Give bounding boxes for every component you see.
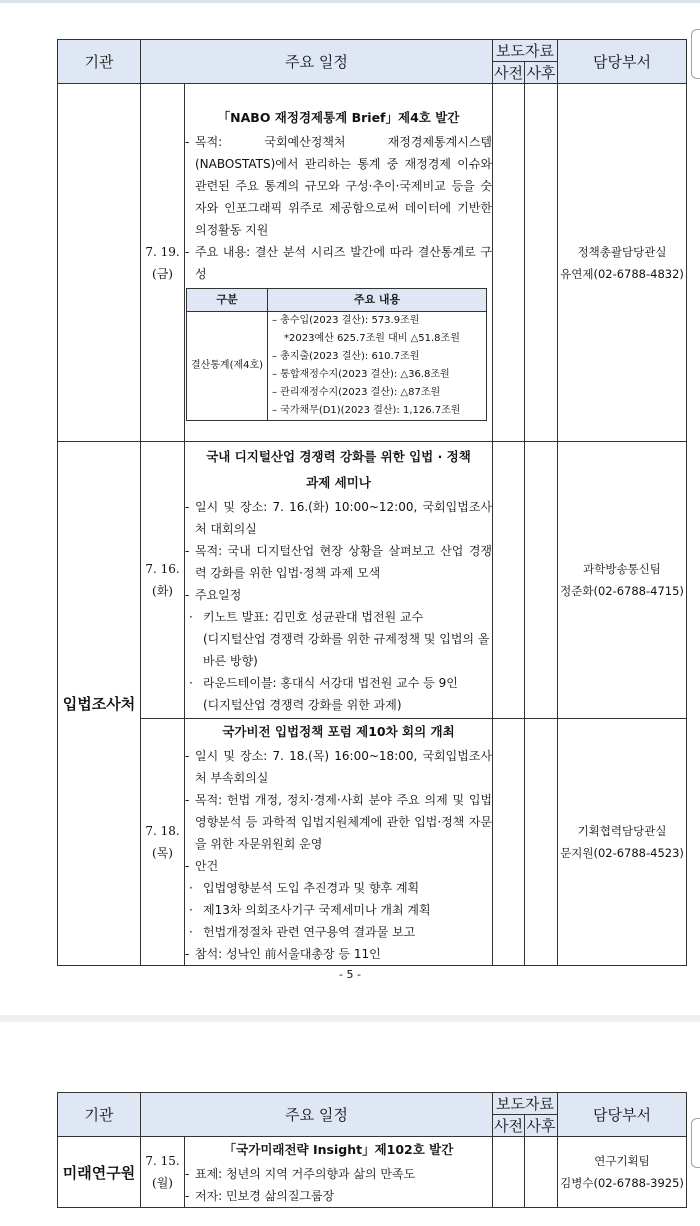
- page-scroll-handle[interactable]: [691, 29, 700, 79]
- list-item: – 총수입(2023 결산): 573.9조원: [272, 314, 420, 326]
- org-cell: 미래연구원: [58, 1137, 141, 1208]
- day-text: (화): [152, 584, 173, 598]
- press-before-cell: [493, 442, 525, 719]
- event-title: 「국가미래전략 Insight」제102호 발간: [223, 1142, 454, 1157]
- header-after: 사후: [525, 1115, 558, 1137]
- header-before: 사전: [493, 62, 525, 84]
- date-text: 7. 16.: [145, 562, 180, 576]
- press-after-cell: [525, 719, 558, 966]
- header-press: 보도자료: [493, 1093, 558, 1115]
- keynote-topic: (디지털산업 경쟁력 강화를 위한 규제정책 및 입법의 올바른 방향): [203, 632, 490, 668]
- table-row: [58, 84, 687, 442]
- date-cell: [141, 1137, 185, 1208]
- author-item: - 저자: 민보경 삶의질그룹장: [185, 1189, 335, 1203]
- agenda-item: - 안건: [185, 859, 219, 873]
- keynote-item: · 키노트 발표: 김민호 성균관대 법전원 교수: [189, 610, 424, 624]
- header-org: 기관: [58, 1093, 141, 1137]
- table-row: [58, 719, 687, 966]
- event-title: 국가비전 입법정책 포럼 제10차 회의 개최: [222, 724, 455, 739]
- list-item: – 총지출(2023 결산): 610.7조원: [272, 350, 420, 362]
- dept-contact: 유연제(02-6788-4832): [560, 266, 684, 281]
- attendees-item: - 참석: 성낙인 前서울대총장 등 11인: [185, 947, 381, 961]
- header-after: 사후: [525, 62, 558, 84]
- schedule-content: [185, 442, 493, 719]
- roundtable-topic: (디지털산업 경쟁력 강화를 위한 과제): [203, 698, 402, 712]
- content-item: - 주요 내용: 결산 분석 시리즈 발간에 따라 결산통계로 구성: [185, 244, 493, 281]
- header-org: 기관: [58, 40, 141, 84]
- document-page-6: [0, 1022, 700, 1226]
- schedule-table: [57, 1092, 687, 1208]
- header-schedule: 주요 일정: [141, 1093, 493, 1137]
- event-title: 국내 디지털산업 경쟁력 강화를 위한 입법 · 정책: [206, 449, 471, 464]
- press-after-cell: [525, 84, 558, 442]
- date-text: 7. 18.: [145, 824, 180, 838]
- agenda-sub-item: · 제13차 의회조사기구 국제세미나 개최 계획: [189, 903, 431, 917]
- list-item: – 국가채무(D1)(2023 결산): 1,126.7조원: [272, 404, 461, 416]
- inner-header-category: 구분: [187, 288, 268, 311]
- schedule-content: [185, 84, 493, 442]
- dept-contact: 김병수(02-6788-3925): [560, 1176, 684, 1190]
- list-item: *2023예산 625.7조원 대비 △51.8조원: [284, 332, 460, 344]
- inner-label: 결산통계(제4호): [187, 311, 268, 420]
- purpose-item: - 목적: 국회예산정책처 재정경제통계시스템(NABOSTATS)에서 관리하는 통계 중 재정경제 이슈와 관련된 주요 통계의 규모와 구성·추이·국제비교 등을 숫자와 인포그래픽 위주로 제공함으로써 데이터에 기반한 의정활동 지원: [185, 134, 493, 237]
- press-after-cell: [525, 1137, 558, 1208]
- dept-contact: 정준화(02-6788-4715): [560, 584, 684, 598]
- dept-name: 정책총괄담당관실: [577, 244, 667, 259]
- dept-name: 연구기획팀: [594, 1154, 650, 1168]
- page-scroll-handle[interactable]: [691, 1118, 700, 1168]
- header-before: 사전: [493, 1115, 525, 1137]
- place-item: - 일시 및 장소: 7. 16.(화) 10:00~12:00, 국회입법조사처 대회의실: [185, 500, 493, 536]
- schedule-table: [57, 39, 687, 966]
- purpose-item: - 목적: 헌법 개정, 정치·경제·사회 분야 주요 의제 및 입법영향분석 등 과학적 입법지원체계에 관한 입법·정책 자문을 위한 자문위원회 운영: [185, 793, 493, 851]
- schedule-content: [185, 719, 493, 966]
- press-after-cell: [525, 442, 558, 719]
- press-before-cell: [493, 1137, 525, 1208]
- roundtable-item: · 라운드테이블: 홍대식 서강대 법전원 교수 등 9인: [189, 676, 458, 690]
- settlement-stats-table: [186, 288, 487, 421]
- agenda-item: - 주요일정: [185, 588, 242, 602]
- date-cell: [141, 719, 185, 966]
- date-text: 7. 15.: [145, 1154, 180, 1168]
- agenda-sub-item: · 입법영향분석 도입 추진경과 및 향후 계획: [189, 881, 420, 895]
- dept-cell: [558, 84, 687, 442]
- press-before-cell: [493, 719, 525, 966]
- inner-items: [268, 311, 487, 420]
- dept-name: 과학방송통신팀: [583, 562, 661, 576]
- day-text: (목): [152, 846, 173, 860]
- date-text: 7. 19.: [145, 244, 180, 259]
- header-press: 보도자료: [493, 40, 558, 62]
- table-row: [58, 1137, 687, 1208]
- table-row: [58, 442, 687, 719]
- dept-contact: 문지원(02-6788-4523): [560, 846, 684, 860]
- purpose-item: - 목적: 국내 디지털산업 현장 상황을 살펴보고 산업 경쟁력 강화를 위한 입법·정책 과제 모색: [185, 544, 493, 580]
- header-dept: 담당부서: [558, 40, 687, 84]
- page-number: - 5 -: [339, 968, 361, 981]
- dept-cell: [558, 719, 687, 966]
- dept-name: 기획협력담당관실: [577, 824, 667, 838]
- schedule-content: [185, 1137, 493, 1208]
- place-item: - 일시 및 장소: 7. 18.(목) 16:00~18:00, 국회입법조사처 부속회의실: [185, 749, 493, 785]
- dept-cell: [558, 442, 687, 719]
- org-cell: 입법조사처: [58, 442, 141, 966]
- event-title: 「NABO 재정경제통계 Brief」제4호 발간: [217, 109, 460, 125]
- inner-header-content: 주요 내용: [268, 288, 487, 311]
- agenda-sub-item: · 헌법개정절차 관련 연구용역 결과물 보고: [189, 925, 416, 939]
- press-before-cell: [493, 84, 525, 442]
- list-item: – 관리재정수지(2023 결산): △87조원: [272, 386, 441, 398]
- list-item: – 통합재정수지(2023 결산): △36.8조원: [272, 368, 450, 380]
- date-cell: [141, 84, 185, 442]
- org-cell-empty: [58, 84, 141, 442]
- date-cell: [141, 442, 185, 719]
- topic-item: - 표제: 청년의 지역 거주의향과 삶의 만족도: [185, 1167, 416, 1181]
- day-text: (월): [152, 1176, 173, 1190]
- dept-cell: [558, 1137, 687, 1208]
- day-text: (금): [152, 266, 173, 281]
- event-title-cont: 과제 세미나: [306, 475, 371, 490]
- header-schedule: 주요 일정: [141, 40, 493, 84]
- header-dept: 담당부서: [558, 1093, 687, 1137]
